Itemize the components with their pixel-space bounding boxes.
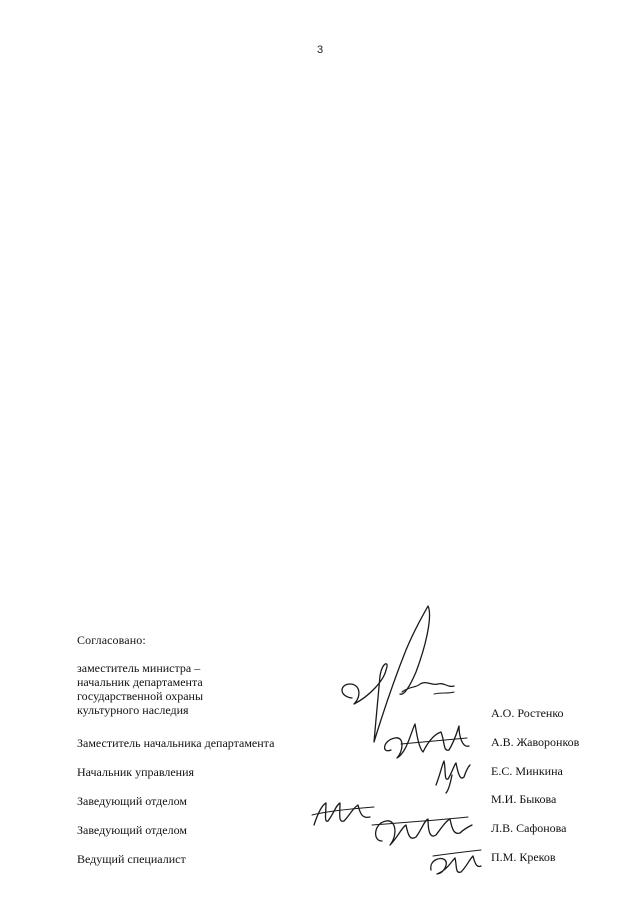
position-line: Заместитель начальника департамента [77,736,275,750]
signatory-position-head-of-division-1 [77,794,187,808]
signatory-name-minkina: Е.С. Минкина [491,764,563,778]
position-line: Заведующий отделом [77,794,187,808]
signatory-name-rostenko: А.О. Ростенко [491,706,564,720]
approval-heading: Согласовано: [77,633,146,647]
position-line: Заведующий отделом [77,823,187,837]
signature-krekov [425,840,485,880]
signatory-name-krekov: П.М. Креков [491,850,556,864]
page-number: 3 [316,44,324,56]
signatory-position-deputy-head [77,736,274,750]
signatory-name-bykova: М.И. Быкова [491,792,557,806]
signatory-position-head-of-directorate [77,765,194,779]
signature-minkina [430,755,475,795]
position-line: начальник департамента [77,675,203,689]
position-line: Начальник управления [77,765,195,779]
position-line: государственной охраны [77,689,204,703]
position-line: заместитель министра – [77,661,201,675]
signatory-name-zhavoronkov: А.В. Жаворонков [491,735,580,749]
position-line: Ведущий специалист [77,852,186,866]
signatory-name-safonova: Л.В. Сафонова [491,821,567,835]
position-line: культурного наследия [77,703,189,717]
signatory-position-lead-specialist [77,852,186,866]
signatory-position-deputy-minister [77,661,203,717]
signatory-position-head-of-division-2 [77,823,187,837]
